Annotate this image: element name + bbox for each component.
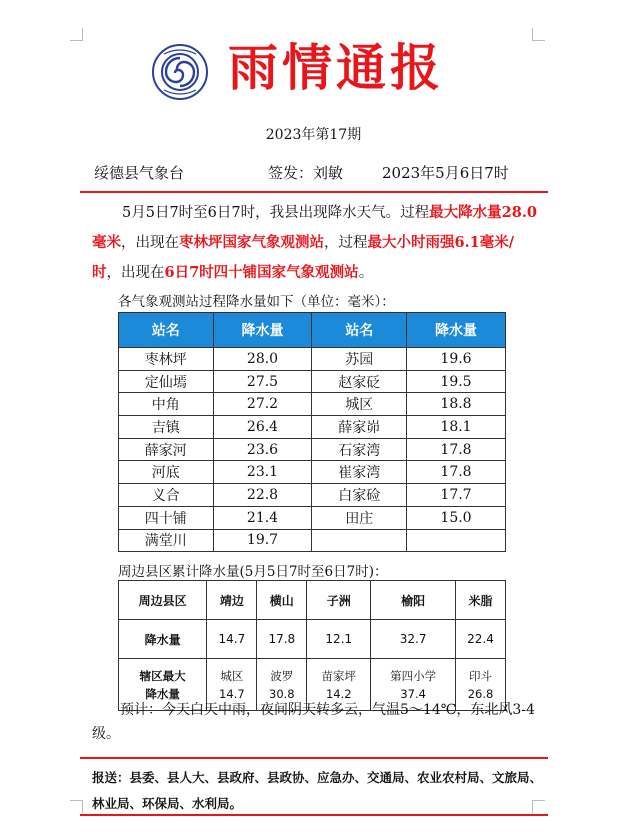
- rainfall-value-cell: 27.2: [213, 393, 312, 416]
- issue-date: 2023年5月6日7时: [382, 164, 509, 182]
- table-header-row: [119, 313, 506, 348]
- station-name-cell: 吉镇: [119, 416, 214, 439]
- rainfall-value-cell: 22.8: [213, 484, 312, 507]
- footer-divider-top: [80, 757, 548, 759]
- station-name-cell: 白家硷: [312, 484, 407, 507]
- rainfall-value-cell: 18.8: [407, 393, 506, 416]
- rainfall-header-cell: 降水量: [119, 620, 207, 659]
- table-row: [119, 484, 506, 507]
- station-name-cell: 定仙墕: [119, 370, 214, 393]
- rainfall-value-cell: 32.7: [371, 620, 456, 659]
- district-station-name: 印斗: [469, 668, 492, 683]
- district-station-name: 苗家坪: [321, 668, 357, 683]
- rainfall-value-cell: 17.8: [407, 461, 506, 484]
- rainfall-value-cell: 15.0: [407, 506, 506, 529]
- rainfall-value-cell: [407, 529, 506, 552]
- footer-divider-bottom: [80, 814, 548, 816]
- county-name-cell: 横山: [257, 581, 307, 620]
- station-name-cell: 苏园: [312, 348, 407, 371]
- district-station-value: 26.8: [467, 686, 494, 701]
- summary-text-4: ，出现在: [106, 265, 165, 281]
- county-name-cell: 子洲: [307, 581, 371, 620]
- district-station-value: 14.2: [325, 686, 352, 701]
- county-rainfall-table: [118, 580, 506, 711]
- summary-highlight-max-rain: 最大降水量28.0毫米: [92, 204, 537, 251]
- signer: 签发：刘敏: [268, 164, 344, 182]
- rainfall-value-cell: 26.4: [213, 416, 312, 439]
- station-name-cell: [312, 529, 407, 552]
- rainfall-value-cell: 28.0: [213, 348, 312, 371]
- station-name-cell: 河底: [119, 461, 214, 484]
- summary-highlight-time-station: 6日7时四十铺国家气象观测站: [164, 264, 359, 281]
- rainfall-value-cell: 18.1: [407, 416, 506, 439]
- crop-mark-top-right: [532, 28, 545, 41]
- column-header: 降水量: [213, 313, 312, 348]
- rainfall-value-cell: 27.5: [213, 370, 312, 393]
- summary-highlight-max-intensity: 最大小时雨强6.1毫米/时: [92, 234, 515, 281]
- station-name-cell: 城区: [312, 393, 407, 416]
- crop-mark-bottom-left: [70, 800, 83, 813]
- forecast-content: 预计：今天白天中雨，夜间阴天转多云，气温5～14℃，东北风3-4级。: [92, 702, 535, 742]
- station-name-cell: 崔家湾: [312, 461, 407, 484]
- district-station-value: 37.4: [400, 686, 426, 701]
- summary-highlight-station: 枣林坪国家气象观测站: [179, 234, 324, 251]
- issuing-office: 绥德县气象台: [94, 164, 185, 182]
- district-station-name: 城区: [220, 668, 244, 683]
- rainfall-value-cell: 19.6: [407, 348, 506, 371]
- crop-mark-top-left: [70, 28, 83, 41]
- rainfall-value-cell: 19.7: [213, 529, 312, 552]
- table-row: [119, 620, 506, 659]
- station-name-cell: 石家湾: [312, 438, 407, 461]
- county-name-cell: 榆阳: [371, 581, 456, 620]
- county-name-cell: 靖边: [207, 581, 257, 620]
- rainfall-value-cell: 23.6: [213, 438, 312, 461]
- forecast-text: [92, 698, 538, 746]
- station-name-cell: 中角: [119, 393, 214, 416]
- distribution-list: 报送：县委、县人大、县政府、县政协、应急办、交通局、农业农村局、文旅局、林业局、环保局、水利局。: [92, 770, 543, 811]
- header-divider: [80, 191, 548, 193]
- rainfall-value-cell: 17.8: [257, 620, 307, 659]
- station-name-cell: 赵家砭: [312, 370, 407, 393]
- district-station-name: 第四小学: [390, 668, 437, 683]
- station-table-body: [119, 348, 506, 552]
- rainfall-value-cell: 22.4: [456, 620, 506, 659]
- bulletin-title: 雨情通报: [228, 39, 444, 97]
- summary-text-2: ，出现在: [121, 235, 179, 251]
- column-header: 站名: [119, 313, 214, 348]
- station-table-caption: 各气象观测站过程降水量如下（单位：毫米）：: [118, 294, 395, 310]
- table-row: [119, 370, 506, 393]
- table-row: [119, 416, 506, 439]
- rainfall-value-cell: 21.4: [213, 506, 312, 529]
- county-name-cell: 米脂: [456, 581, 506, 620]
- issue-number: 2023年第17期: [265, 127, 362, 143]
- county-table-caption: 周边县区累计降水量(5月5日7时至6日7时)：: [118, 564, 388, 580]
- rainfall-value-cell: 12.1: [307, 620, 371, 659]
- summary-paragraph: [92, 198, 538, 288]
- station-name-cell: 义合: [119, 484, 214, 507]
- column-header: 站名: [312, 313, 407, 348]
- station-name-cell: 薛家河: [119, 438, 214, 461]
- meteorological-logo-icon: [152, 44, 208, 100]
- district-station-value: 30.8: [269, 686, 295, 701]
- summary-text-5: 。: [358, 265, 374, 281]
- column-header: 降水量: [407, 313, 506, 348]
- station-name-cell: 枣林坪: [119, 348, 214, 371]
- district-max-header-line1: 辖区最大: [139, 668, 186, 683]
- station-name-cell: 四十铺: [119, 506, 214, 529]
- station-name-cell: 田庄: [312, 506, 407, 529]
- station-rainfall-table: [118, 312, 506, 552]
- district-station-name: 波罗: [270, 668, 294, 683]
- summary-text-3: ，过程: [324, 235, 368, 251]
- table-row: [119, 438, 506, 461]
- rainfall-value-cell: 17.7: [407, 484, 506, 507]
- district-station-value: 14.7: [219, 686, 245, 701]
- rainfall-value-cell: 14.7: [207, 620, 257, 659]
- station-name-cell: 满堂川: [119, 529, 214, 552]
- district-max-header-line2: 降水量: [145, 686, 180, 701]
- table-row: [119, 393, 506, 416]
- table-row: [119, 348, 506, 371]
- station-name-cell: 薛家峁: [312, 416, 407, 439]
- rainfall-value-cell: 17.8: [407, 438, 506, 461]
- summary-text-1: 5月5日7时至6日7时，我县出现降水天气。过程: [122, 205, 430, 221]
- county-header-cell: 周边县区: [119, 581, 207, 620]
- table-row: [119, 506, 506, 529]
- rainfall-value-cell: 23.1: [213, 461, 312, 484]
- rainfall-value-cell: 19.5: [407, 370, 506, 393]
- table-row: [119, 529, 506, 552]
- table-row: [119, 461, 506, 484]
- table-row: [119, 581, 506, 620]
